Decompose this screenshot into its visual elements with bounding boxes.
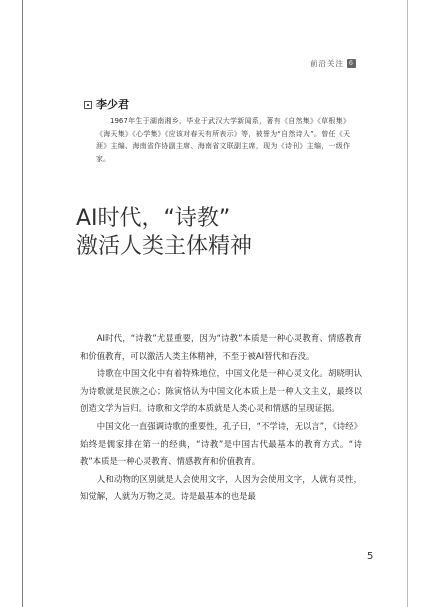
author-name: 李少君 [96, 98, 129, 111]
section-tag: 6 [349, 60, 354, 67]
article-body [80, 330, 362, 506]
right-margin-rule [407, 0, 408, 607]
section-label: 前沿关注 [310, 59, 344, 68]
page-number: 5 [367, 551, 374, 562]
body-paragraph: 中国文化一直强调诗歌的重要性，孔子曰，“不学诗，无以言”，《诗经》始终是儒家排在第一的经典，“诗教”是中国古代最基本的教育方式。“诗教”本质是一种心灵教育、情感教育和价值教育。 [80, 420, 362, 467]
body-paragraph: AI时代，“诗教”尤显重要，因为“诗教”本质是一种心灵教育、情感教育和价值教育，可以激活人类主体精神，不至于被AI替代和吞没。 [80, 333, 362, 361]
article-title-line-1: AI时代，“诗教” [76, 206, 231, 231]
article-title [76, 205, 252, 261]
body-paragraph: 人和动物的区别就是人会使用文字，人因为会使用文字，人就有灵性，知觉解，人就为万物之灵。诗是最基本的也是最 [80, 473, 362, 502]
body-paragraph: 诗歌在中国文化中有着特殊地位，中国文化是一种心灵文化。胡晓明认为诗歌就是民族之心；陈寅恪认为中国文化本质上是一种人文主义，最终以创造文学为旨归。诗歌和文学的本质就是人类心灵和情感的呈现证据。 [80, 368, 362, 414]
author-bio [96, 115, 350, 165]
author-bio-text: 1967年生于湖南湘乡，毕业于武汉大学新闻系，著有《自然集》《草根集》《海天集》《心学集》《应该对春天有所表示》等，被誉为“自然诗人”。曾任《天涯》主编、海南省作协副主席、海南省文联副主席，现为《诗刊》主编，一级作家。 [96, 117, 350, 163]
section-header [310, 58, 356, 69]
author-marker-icon [84, 101, 92, 109]
article-title-line-2: 激活人类主体精神 [76, 234, 253, 259]
left-margin-rule [22, 0, 23, 607]
